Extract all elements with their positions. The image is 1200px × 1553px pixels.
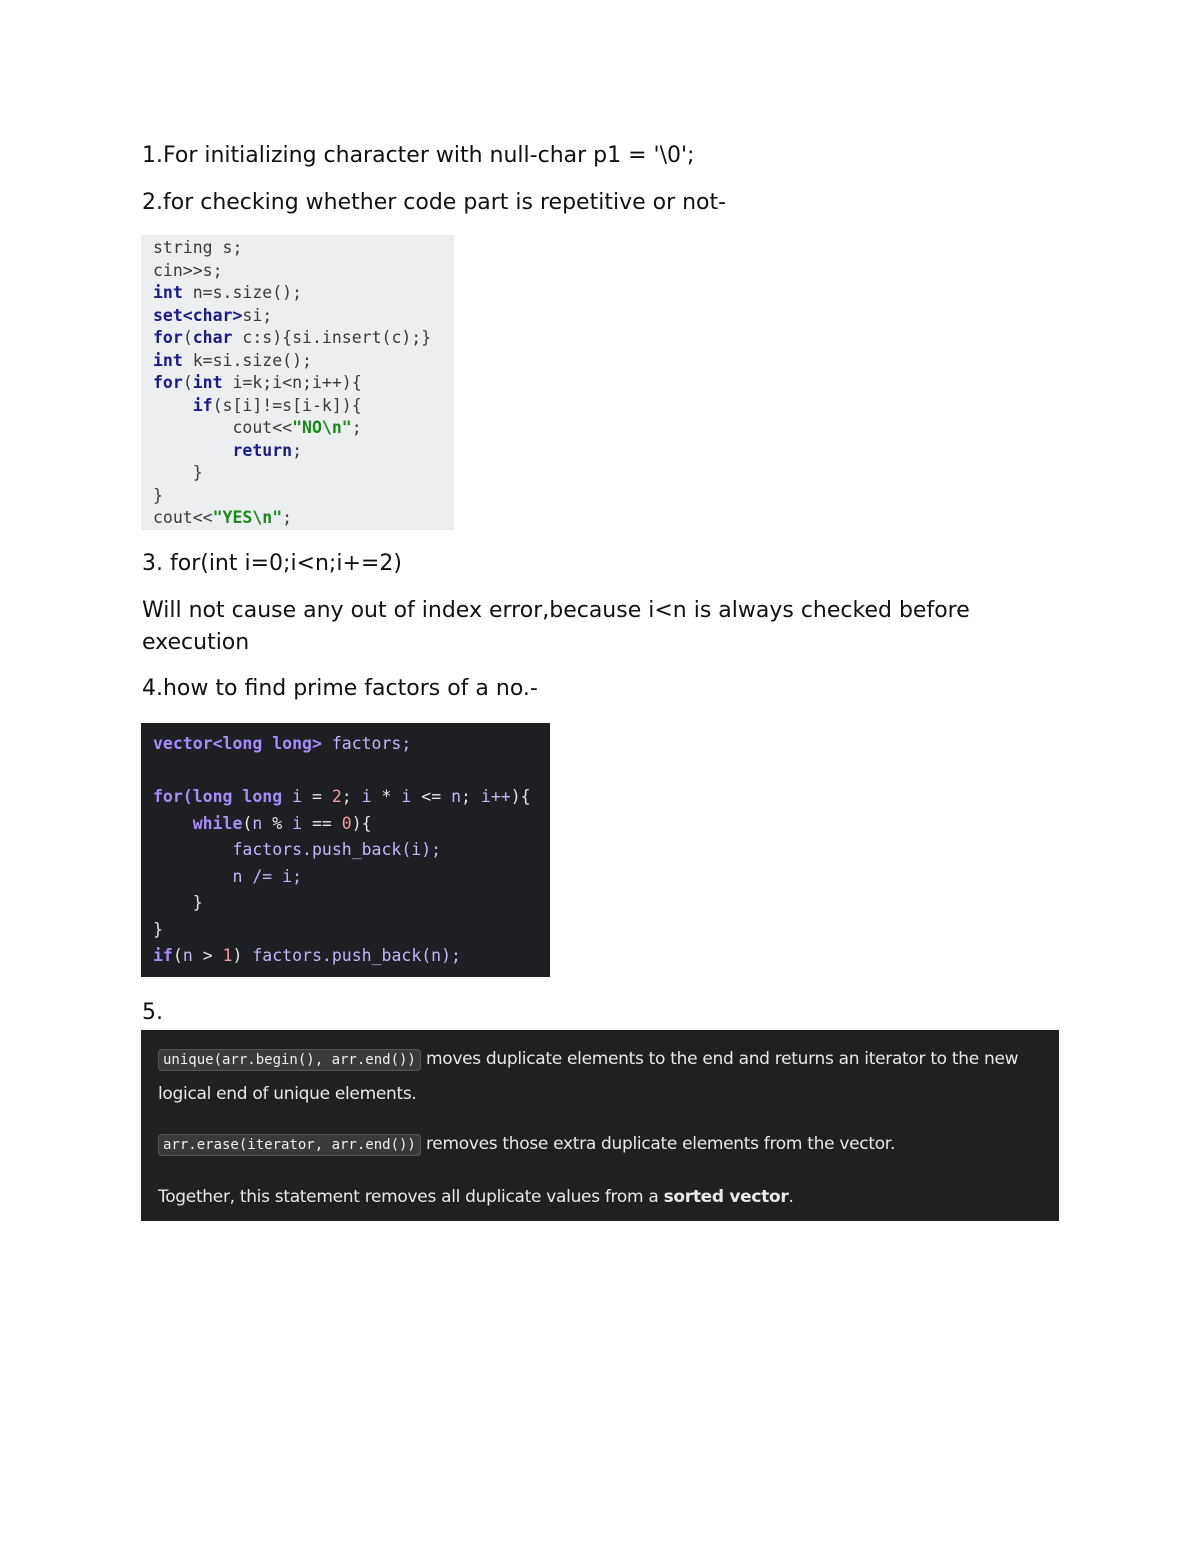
explanation-summary: Together, this statement removes all duplicate values from a sorted vector. xyxy=(158,1187,794,1207)
code-text: string s; cin>>s; int n=s.size(); set<char>si; for(char c:s){si.insert(c);} int k=si.size(); for(int i=k;i<n;i++){ if(s[i]!=s[i-k]){ cout<<"NO\n"; return; } } cout<<"YES\n"; xyxy=(153,238,432,527)
code-block-prime-factors xyxy=(141,723,550,977)
explanation-erase: arr.erase(iterator, arr.end()) removes those extra duplicate elements from the vector. xyxy=(158,1127,1043,1162)
item-1-text: 1.For initializing character with null-char p1 = '\0'; xyxy=(142,143,695,168)
inline-code: unique(arr.begin(), arr.end()) xyxy=(158,1049,421,1071)
code-block-repetitive-check xyxy=(141,235,454,530)
item-3-note: Will not cause any out of index error,because i<n is always checked before execution xyxy=(142,598,977,655)
inline-code: arr.erase(iterator, arr.end()) xyxy=(158,1134,421,1156)
item-4-text: 4.how to find prime factors of a no.- xyxy=(142,676,538,701)
code-text: vector<long long> factors; for(long long i = 2; i * i <= n; i++){ while(n % i == 0){ factors.push_back(i); n /= i; } } if(n > 1) factors.push_back(n); xyxy=(153,734,531,965)
item-5-text: 5. xyxy=(142,1000,163,1025)
item-3-text: 3. for(int i=0;i<n;i+=2) xyxy=(142,551,402,576)
explanation-unique: unique(arr.begin(), arr.end()) moves duplicate elements to the end and returns an iterator to the new logical end of unique elements. xyxy=(158,1049,1019,1104)
explanation-box xyxy=(141,1030,1059,1221)
item-2-text: 2.for checking whether code part is repetitive or not- xyxy=(142,190,727,215)
